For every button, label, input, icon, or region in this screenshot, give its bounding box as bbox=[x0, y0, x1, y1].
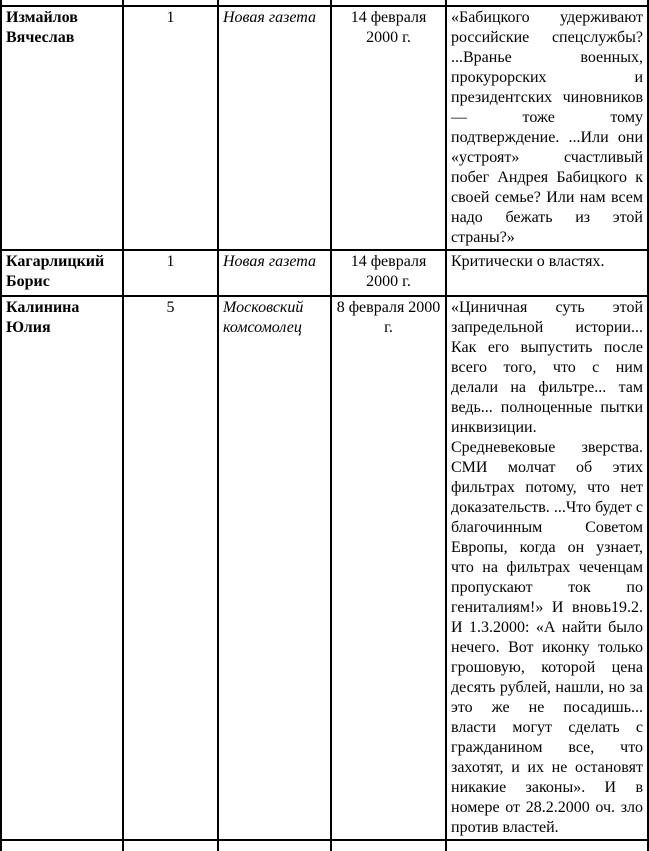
quote-cell: «Бабицкого удерживают российские спецслужбы? ...Вранье военных, прокурорских и президентских чиновников — тоже тому подтверждение. ...Или они «устроят» счастливый побег Андрея Бабицкого к своей семье? Или нам всем надо бежать из этой страны?» bbox=[446, 6, 648, 250]
date-cell: 8 февраля 2000 г. bbox=[331, 296, 446, 840]
table-row bbox=[1, 6, 648, 250]
publication-cell: Новая газета bbox=[218, 6, 331, 250]
quote-cell: «Циничная суть этой запредельной истории... Как его выпустить после всего того, что с ним делали на фильтре... там ведь... полноценные пытки инквизиции. Средневековые зверства. СМИ молчат об этих фильтрах потому, что нет доказательств. ...Что будет с благочинным Советом Европы, когда он узнает, что на фильтрах чеченцам пропускают ток по гениталиям!» И вновь19.2. И 1.3.2000: «А найти было нечего. Вот иконку только грошовую, которой цена десять рублей, нашли, но за это же не посадишь... власти могут сделать с гражданином все, что захотят, и их не остановят никакие законы». И в номере от 28.2.2000 оч. зло против властей. bbox=[446, 296, 648, 840]
date-cell: 14 февраля 2000 г. bbox=[331, 6, 446, 250]
author-cell: Измайлов Вячеслав bbox=[1, 6, 123, 250]
table-row bbox=[1, 296, 648, 840]
author-cell: Калинина Юлия bbox=[1, 296, 123, 840]
author-cell: Кагарлицкий Борис bbox=[1, 250, 123, 296]
empty-cell bbox=[1, 840, 123, 851]
empty-cell bbox=[446, 840, 648, 851]
empty-cell bbox=[123, 840, 218, 851]
publication-cell: Новая газета bbox=[218, 250, 331, 296]
empty-cell bbox=[331, 840, 446, 851]
table-row-partial-bottom bbox=[1, 840, 648, 851]
count-cell: 1 bbox=[123, 250, 218, 296]
count-cell: 5 bbox=[123, 296, 218, 840]
date-cell: 14 февраля 2000 г. bbox=[331, 250, 446, 296]
quote-cell: Критически о властях. bbox=[446, 250, 648, 296]
count-cell: 1 bbox=[123, 6, 218, 250]
publication-cell: Московский комсомолец bbox=[218, 296, 331, 840]
empty-cell bbox=[218, 840, 331, 851]
table-row bbox=[1, 250, 648, 296]
